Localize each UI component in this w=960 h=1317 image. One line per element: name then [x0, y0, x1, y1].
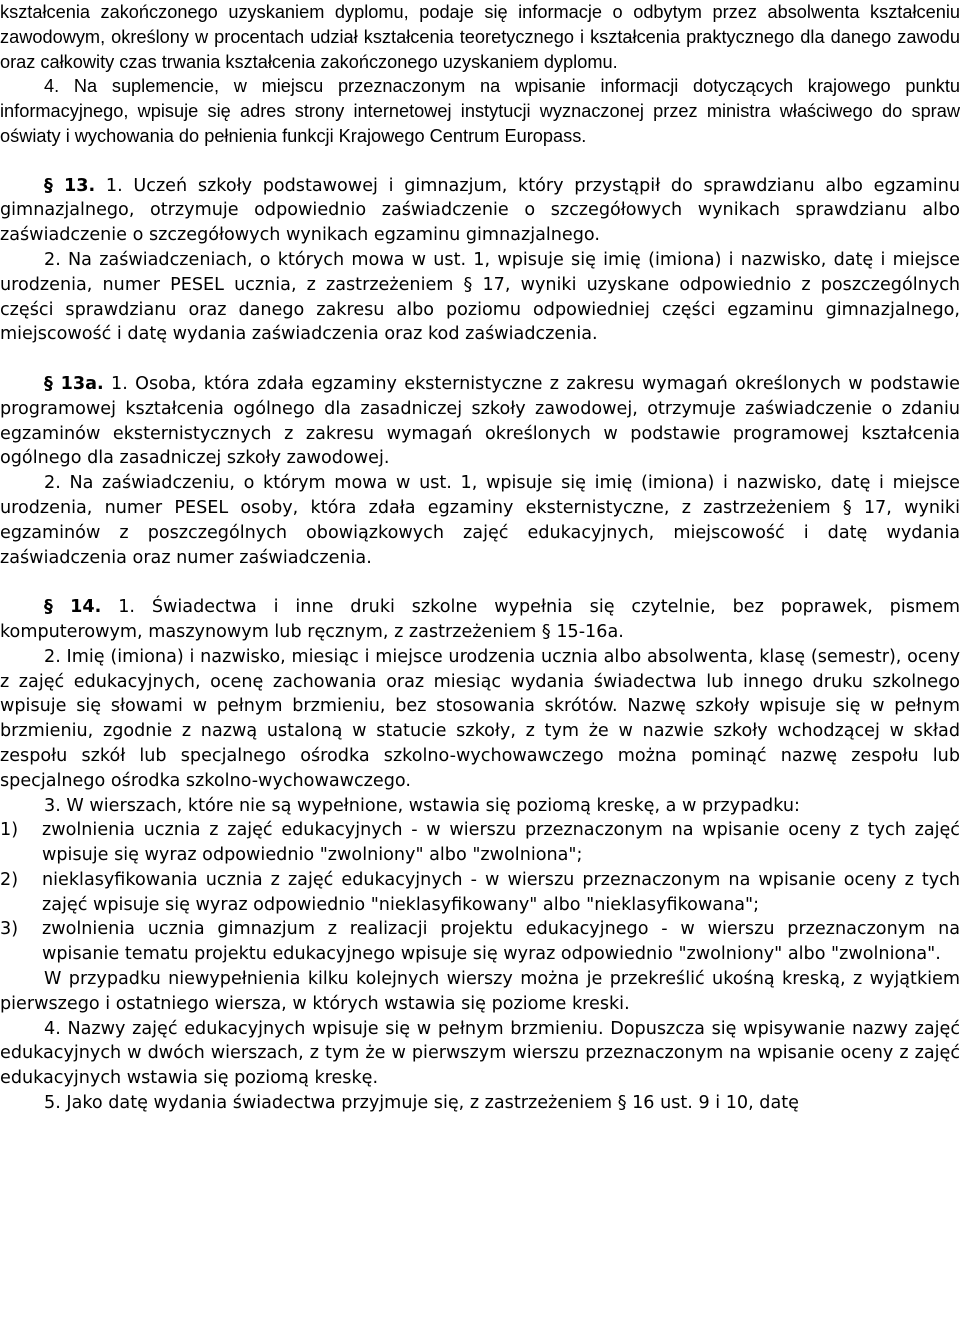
- list-item-number: 1): [0, 820, 19, 841]
- section-14-paragraph-3b: W przypadku niewypełnienia kilku kolejnych wierszy można je przekreślić ukośną kreską, z wyjątkiem pierwszego i ostatniego wiersza, w których wstawia się poziome kreski.: [0, 969, 960, 1014]
- section-14-paragraph-2: 2. Imię (imiona) i nazwisko, miesiąc i miejsce urodzenia ucznia albo absolwenta, klasę (semestr), oceny z zajęć edukacyjnych, ocenę zachowania oraz miesiąc wydania świadectwa lub innego druku szkolnego wpisuje się słowami w pełnym brzmieniu, bez stosowania skrótów. Nazwę szkoły wpisuje się w pełnym brzmieniu, zgodnie z nazwą ustaloną w statucie szkoły, z tym że w nazwie szkoły wchodzącej w skład zespołu szkół lub specjalnego ośrodka szkolno-wychowawczego można pominąć nazwę zespołu lub specjalnego ośrodka szkolno-wychowawczego.: [0, 646, 960, 791]
- section-14-list: [0, 818, 960, 967]
- section-13-paragraph-2: 2. Na zaświadczeniach, o których mowa w ust. 1, wpisuje się imię (imiona) i nazwisko, datę i miejsce urodzenia, numer PESEL ucznia, z zastrzeżeniem § 17, wyniki uzyskane odpowiednio z poszczególnych części sprawdzianu oraz danego zakresu albo poziomu odpowiedniej części egzaminu gimnazjalnego, miejscowość i datę wydania zaświadczenia oraz kod zaświadczenia.: [0, 249, 960, 345]
- section-14-paragraph-4: 4. Nazwy zajęć edukacyjnych wpisuje się w pełnym brzmieniu. Dopuszcza się wpisywanie nazwy zajęć edukacyjnych w dwóch wierszach, z tym że w pierwszym wierszu przeznaczonym na wpisanie oceny z zajęć edukacyjnych wstawia się poziomą kreskę.: [0, 1018, 960, 1089]
- list-item: [0, 818, 960, 868]
- paragraph-4: 4. Na suplemencie, w miejscu przeznaczonym na wpisanie informacji dotyczących krajowego punktu informacyjnego, wpisuje się adres strony internetowej instytucji wyznaczonej przez ministra właściwego do spraw oświaty i wychowania do pełnienia funkcji Krajowego Centrum Europass.: [0, 76, 960, 146]
- section-13a-paragraph-2: 2. Na zaświadczeniu, o którym mowa w ust. 1, wpisuje się imię (imiona) i nazwisko, datę i miejsce urodzenia, numer PESEL osoby, która zdała egzaminy eksternistyczne, z zastrzeżeniem § 17, wyniki egzaminów z poszczególnych obowiązkowych zajęć edukacyjnych, miejscowość i datę wydania zaświadczenia oraz numer zaświadczenia.: [0, 473, 960, 568]
- spacer: [0, 347, 960, 372]
- list-item-text: nieklasyfikowania ucznia z zajęć edukacyjnych - w wierszu przeznaczonym na wpisanie oceny z tych zajęć wpisuje się wyraz odpowiednio "nieklasyfikowany" albo "nieklasyfikowana";: [42, 869, 960, 915]
- list-item-text: zwolnienia ucznia gimnazjum z realizacji projektu edukacyjnego - w wierszu przeznaczonym na wpisanie tematu projektu edukacyjnego wpisuje się wyraz odpowiednio "zwolniony" albo "zwolniona".: [42, 919, 960, 965]
- intro-paragraph: kształcenia zakończonego uzyskaniem dyplomu, podaje się informacje o odbytym przez absolwenta kształceniu zawodowym, określony w procentach udział kształcenia teoretycznego i kształcenia praktycznego dla danego zawodu oraz całkowity czas trwania kształcenia zakończonego uzyskaniem dyplomu.: [0, 2, 960, 72]
- section-13-paragraph-1: [0, 174, 960, 248]
- section-13-heading: § 13.: [44, 175, 96, 196]
- spacer: [0, 149, 960, 174]
- section-14-paragraph-3: 3. W wierszach, które nie są wypełnione, wstawia się poziomą kreskę, a w przypadku:: [44, 795, 800, 816]
- list-item: [0, 917, 960, 967]
- spacer: [0, 570, 960, 595]
- list-item-number: 2): [0, 869, 19, 890]
- section-13-p1-text: 1. Uczeń szkoły podstawowej i gimnazjum, który przystąpił do sprawdzianu albo egzaminu gimnazjalnego, otrzymuje odpowiednio zaświadczenie o szczegółowych wynikach sprawdzianu albo zaświadczenie o szczegółowych wynikach egzaminu gimnazjalnego.: [0, 175, 960, 246]
- section-14-heading: § 14.: [44, 597, 102, 618]
- list-item-text: zwolnienia ucznia z zajęć edukacyjnych - w wierszu przeznaczonym na wpisanie oceny z tych zajęć wpisuje się wyraz odpowiednio "zwolniony" albo "zwolniona";: [42, 820, 960, 866]
- section-13a-paragraph-1: [0, 372, 960, 471]
- list-item: [0, 868, 960, 918]
- section-13a-heading: § 13a.: [44, 373, 104, 394]
- section-13a-p1-text: 1. Osoba, która zdała egzaminy eksternistyczne z zakresu wymagań określonych w podstawie programowej kształcenia ogólnego dla zasadniczej szkoły zawodowej, otrzymuje zaświadczenie o zdaniu egzaminów eksternistycznych z zakresu wymagań określonych w podstawie programowej kształcenia ogólnego dla zasadniczej szkoły zawodowej.: [0, 373, 960, 469]
- section-14-paragraph-5: 5. Jako datę wydania świadectwa przyjmuje się, z zastrzeżeniem § 16 ust. 9 i 10, datę: [44, 1093, 799, 1114]
- section-14-p1-text: 1. Świadectwa i inne druki szkolne wypełnia się czytelnie, bez poprawek, pismem komputerowym, maszynowym lub ręcznym, z zastrzeżeniem § 15-16a.: [0, 597, 960, 642]
- list-item-number: 3): [0, 919, 19, 940]
- section-14-paragraph-1: [0, 595, 960, 645]
